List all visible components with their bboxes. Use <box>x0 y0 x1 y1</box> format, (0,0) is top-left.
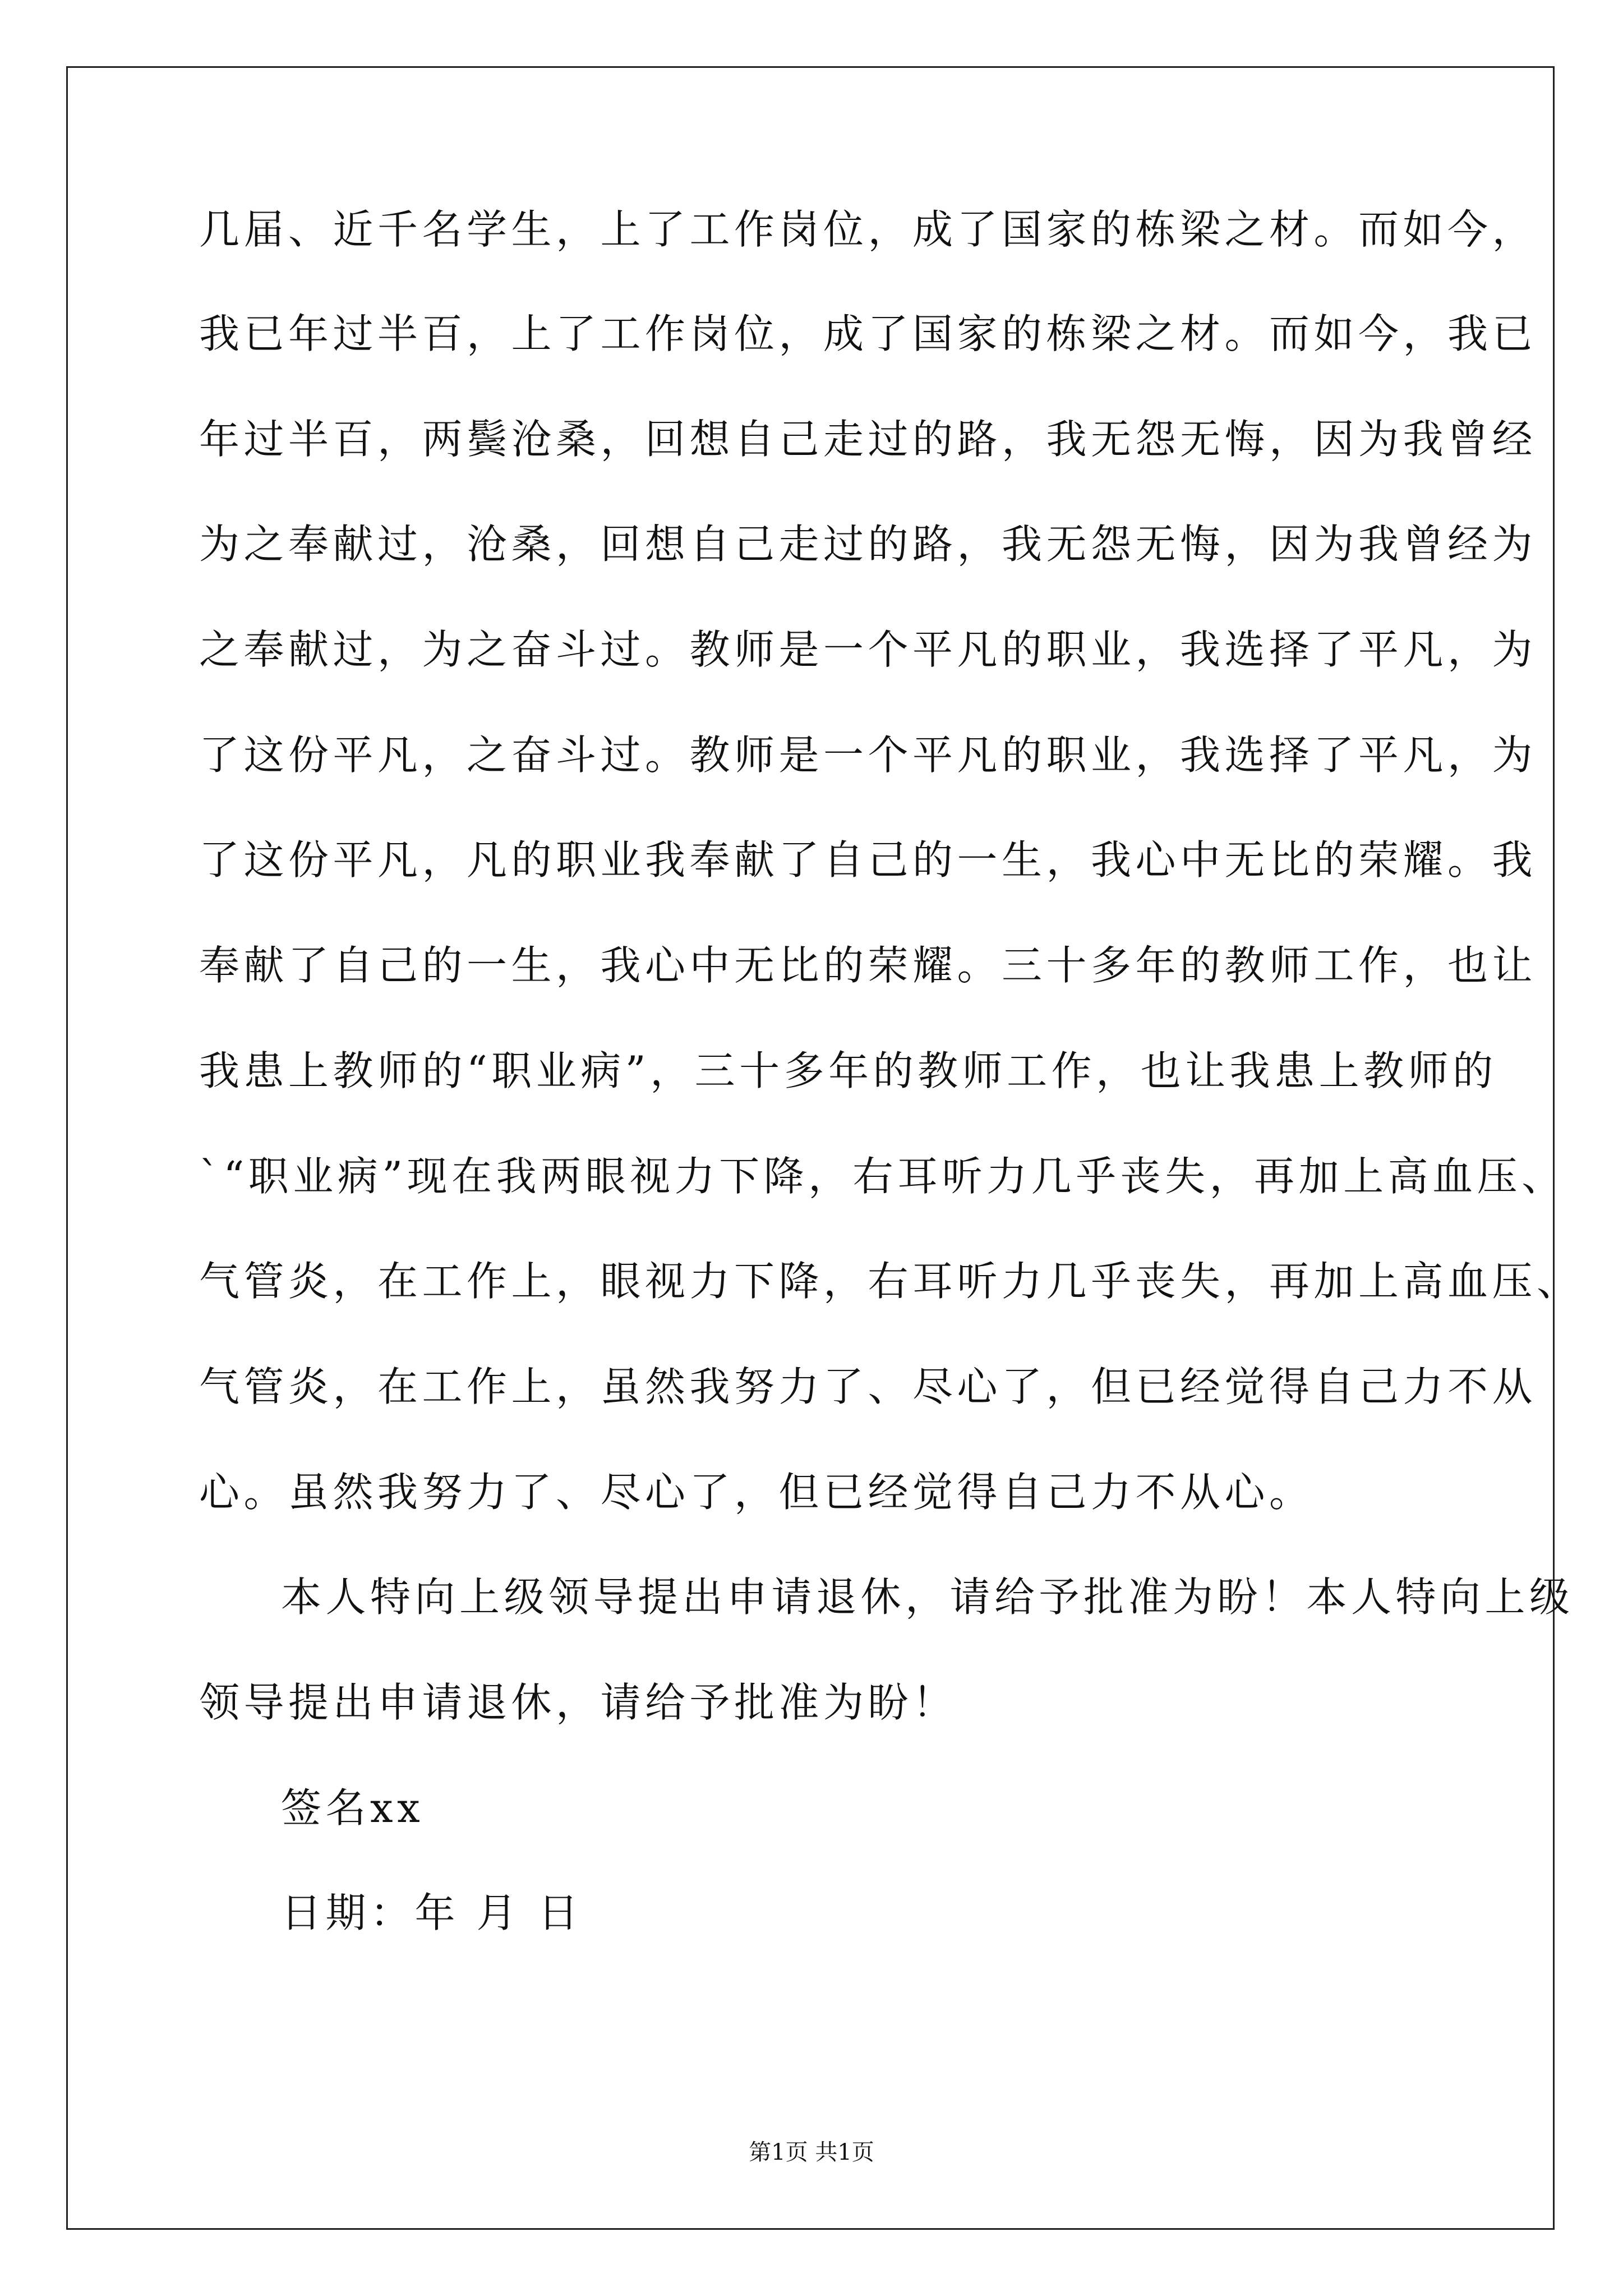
body-line: 奉献了自己的一生，我心中无比的荣耀。三十多年的教师工作，也让 <box>199 942 1537 989</box>
date-line: 日期：年 月 日 <box>281 1889 583 1936</box>
body-line: 本人特向上级领导提出申请退休，请给予批准为盼！本人特向上级 <box>281 1573 1574 1621</box>
body-line: 了这份平凡，凡的职业我奉献了自己的一生，我心中无比的荣耀。我 <box>199 836 1537 884</box>
body-line: 几届、近千名学生，上了工作岗位，成了国家的栋梁之材。而如今， <box>199 206 1537 253</box>
body-line: 年过半百，两鬓沧桑，回想自己走过的路，我无怨无悔，因为我曾经 <box>199 416 1537 463</box>
body-line: 我已年过半百，上了工作岗位，成了国家的栋梁之材。而如今，我已 <box>199 310 1537 357</box>
body-line: 之奉献过，为之奋斗过。教师是一个平凡的职业，我选择了平凡，为 <box>199 626 1537 673</box>
body-line: 我患上教师的“职业病”，三十多年的教师工作，也让我患上教师的 <box>199 1047 1497 1094</box>
signature-line: 签名xx <box>281 1784 425 1832</box>
page-footer: 第1页 共1页 <box>749 2139 874 2165</box>
body-line: 领导提出申请退休，请给予批准为盼！ <box>199 1679 957 1726</box>
body-line: 了这份平凡，之奋斗过。教师是一个平凡的职业，我选择了平凡，为 <box>199 731 1537 779</box>
body-line: 气管炎，在工作上，虽然我努力了、尽心了，但已经觉得自己力不从 <box>199 1363 1537 1410</box>
body-line: 为之奉献过，沧桑，回想自己走过的路，我无怨无悔，因为我曾经为 <box>199 521 1537 568</box>
body-line: 气管炎，在工作上，眼视力下降，右耳听力几乎丧失，再加上高血压、 <box>199 1258 1581 1305</box>
body-line: `“职业病”现在我两眼视力下降，右耳听力几乎丧失，再加上高血压、 <box>199 1153 1566 1200</box>
body-line: 心。虽然我努力了、尽心了，但已经觉得自己力不从心。 <box>199 1469 1314 1516</box>
